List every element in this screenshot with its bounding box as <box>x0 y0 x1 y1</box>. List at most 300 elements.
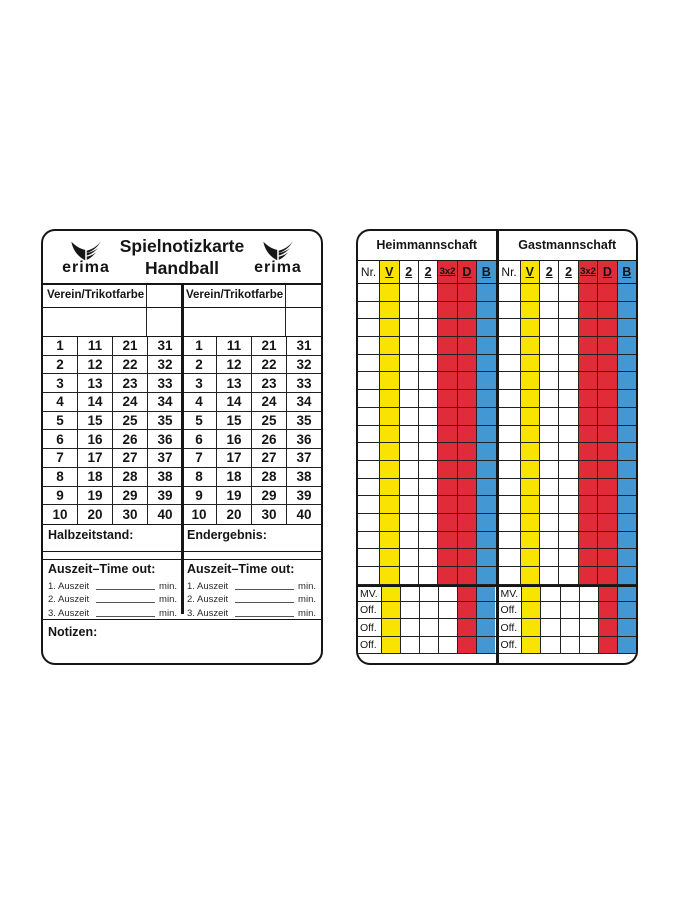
tally-row <box>358 355 496 373</box>
tally-cell <box>541 587 560 601</box>
tally-cell <box>499 549 521 566</box>
tally-cell <box>540 514 559 531</box>
number-row <box>182 487 321 506</box>
player-number-cell: 20 <box>217 505 252 524</box>
tally-cell <box>380 532 399 549</box>
tally-cell <box>598 355 617 372</box>
tally-cell <box>400 443 419 460</box>
timeout-line-label: 2. Auszeit <box>187 594 229 606</box>
tally-cell <box>618 479 636 496</box>
player-number-cell: 4 <box>43 393 78 411</box>
player-number-cell: 38 <box>157 469 173 485</box>
player-number-cell: 39 <box>157 487 173 503</box>
tally-cell <box>540 284 559 301</box>
tally-cell <box>380 302 399 319</box>
tally-row <box>358 408 496 426</box>
tally-cell <box>598 514 617 531</box>
number-grid-left <box>43 337 182 524</box>
timeout-line <box>48 605 180 619</box>
fill-in-line <box>96 602 155 603</box>
player-number-cell: 6 <box>43 430 78 448</box>
card-title <box>120 236 244 280</box>
minutes-label: min. <box>159 608 177 620</box>
tally-cell <box>438 461 457 478</box>
tally-cell <box>579 408 598 425</box>
tally-cell <box>400 496 419 513</box>
tally-row <box>358 319 496 337</box>
tally-cell <box>419 319 438 336</box>
tally-cell <box>559 319 578 336</box>
tally-cell <box>400 355 419 372</box>
player-number-cell: 21 <box>113 337 148 355</box>
tally-cell <box>559 337 578 354</box>
tally-cell <box>419 355 438 372</box>
tally-cell <box>499 372 521 389</box>
tally-cell <box>598 390 617 407</box>
timeout-line-label: 3. Auszeit <box>48 608 90 620</box>
tally-cell <box>419 337 438 354</box>
tally-row <box>358 284 496 302</box>
tally-cell <box>382 602 401 618</box>
player-number-cell: 17 <box>217 449 252 467</box>
tally-cell <box>477 390 495 407</box>
tally-row <box>358 302 496 320</box>
player-number-cell: 8 <box>182 468 217 486</box>
number-row <box>43 449 182 468</box>
tally-cell <box>419 372 438 389</box>
tally-cell <box>458 602 477 618</box>
player-number-cell: 36 <box>296 431 312 447</box>
tally-cell <box>522 619 541 635</box>
player-number-cell: 15 <box>217 412 252 430</box>
fill-in-line <box>235 589 294 590</box>
player-number-cell: 28 <box>252 468 287 486</box>
tally-cell <box>380 496 399 513</box>
tally-row <box>358 337 496 355</box>
tally-cell <box>540 461 559 478</box>
verein-label: Verein/Trikotfarbe <box>43 285 147 307</box>
tally-cell <box>400 372 419 389</box>
tally-cell <box>499 514 521 531</box>
tally-cell <box>618 461 636 478</box>
tally-cell <box>522 587 541 601</box>
officials-row-label: Off. <box>499 602 523 618</box>
tally-cell <box>559 426 578 443</box>
verein-label: Verein/Trikotfarbe <box>182 285 286 307</box>
number-row <box>182 468 321 487</box>
player-number-cell: 20 <box>78 505 113 524</box>
timeout-line-label: 3. Auszeit <box>187 608 229 620</box>
tally-cell <box>401 587 420 601</box>
tally-cell <box>382 619 401 635</box>
tally-cell <box>358 426 380 443</box>
tally-cell <box>598 284 617 301</box>
tally-cell <box>561 602 580 618</box>
tally-cell <box>579 479 598 496</box>
tally-cell <box>499 390 521 407</box>
tally-cell <box>618 426 636 443</box>
tally-cell <box>400 461 419 478</box>
tally-cell <box>358 479 380 496</box>
tally-cell <box>598 337 617 354</box>
player-number-cell: 27 <box>113 449 148 467</box>
fill-in-line <box>96 616 155 617</box>
tally-row <box>358 479 496 497</box>
officials-row <box>499 619 637 636</box>
tally-cell <box>559 284 578 301</box>
tally-cell <box>419 426 438 443</box>
tally-cell <box>499 355 521 372</box>
timeout-line <box>187 578 319 592</box>
tally-cell <box>580 587 599 601</box>
tally-cell <box>458 408 477 425</box>
player-number-cell: 11 <box>78 337 113 355</box>
tally-cell <box>521 302 540 319</box>
notes-section <box>43 620 321 663</box>
player-number-cell: 13 <box>78 374 113 392</box>
verein-entry-left <box>43 308 182 337</box>
officials-row <box>358 602 496 619</box>
tally-cell <box>358 319 380 336</box>
tally-column-header: B <box>618 261 636 284</box>
player-number-cell: 8 <box>43 468 78 486</box>
tally-cell <box>541 637 560 653</box>
player-number-cell: 7 <box>43 449 78 467</box>
tally-cell <box>400 390 419 407</box>
tally-cell <box>358 355 380 372</box>
tally-header-row <box>499 261 637 285</box>
player-number-cell: 17 <box>78 449 113 467</box>
tally-cell <box>499 319 521 336</box>
tally-cell <box>477 602 495 618</box>
tally-cell <box>358 496 380 513</box>
player-number-cell: 1 <box>182 337 217 355</box>
player-number-cell: 24 <box>252 393 287 411</box>
tally-cell <box>458 337 477 354</box>
tally-cell <box>599 602 618 618</box>
player-number-cell: 34 <box>157 394 173 410</box>
tally-cell <box>599 619 618 635</box>
player-number-cell: 6 <box>182 430 217 448</box>
card-title-line2: Handball <box>145 258 219 278</box>
player-number-cell: 5 <box>43 412 78 430</box>
timeout-lines <box>48 578 180 619</box>
tally-cell <box>579 426 598 443</box>
tally-row <box>358 567 496 585</box>
tally-cell <box>618 443 636 460</box>
officials-row-label: Off. <box>358 602 382 618</box>
number-row <box>182 374 321 393</box>
tally-cell <box>580 602 599 618</box>
number-grid-right <box>182 337 321 524</box>
number-row <box>43 412 182 431</box>
tally-cell <box>618 587 636 601</box>
tally-cell <box>477 587 495 601</box>
tally-cell <box>438 319 457 336</box>
tally-cell <box>618 619 636 635</box>
tally-cell <box>458 637 477 653</box>
tally-cell <box>401 637 420 653</box>
number-row <box>43 468 182 487</box>
erima-wings-icon <box>261 241 295 261</box>
guest-team-header: Gastmannschaft <box>499 231 637 261</box>
tally-cell <box>380 337 399 354</box>
timeout-header: Auszeit–Time out: <box>48 561 156 576</box>
player-number-cell: 10 <box>43 505 78 524</box>
tally-row <box>499 302 637 320</box>
tally-cell <box>541 619 560 635</box>
tally-cell <box>579 284 598 301</box>
timeout-line-label: 1. Auszeit <box>187 580 229 592</box>
player-number-cell: 4 <box>182 393 217 411</box>
player-number-cell: 3 <box>182 374 217 392</box>
tally-cell <box>521 337 540 354</box>
tally-cell <box>499 408 521 425</box>
tally-cell <box>522 637 541 653</box>
tally-cell <box>400 426 419 443</box>
tally-cell <box>419 532 438 549</box>
tally-cell <box>380 479 399 496</box>
tally-cell <box>438 567 457 584</box>
tally-column-header: V <box>521 261 540 284</box>
player-number-cell: 33 <box>296 375 312 391</box>
tally-cell <box>420 602 439 618</box>
tally-row <box>499 355 637 373</box>
tally-row <box>358 514 496 532</box>
erima-logo-right <box>247 241 309 276</box>
player-number-cell: 9 <box>43 487 78 505</box>
tally-cell <box>458 372 477 389</box>
tally-row <box>358 372 496 390</box>
tally-cell <box>438 355 457 372</box>
tally-row <box>499 549 637 567</box>
tally-cell <box>598 443 617 460</box>
fill-in-line <box>235 602 294 603</box>
tally-cell <box>419 514 438 531</box>
tally-column-header: D <box>598 261 617 284</box>
number-row <box>182 393 321 412</box>
tally-cell <box>598 479 617 496</box>
player-number-cell: 34 <box>296 394 312 410</box>
tally-cell <box>380 284 399 301</box>
tally-cell <box>358 443 380 460</box>
guest-tally-grid <box>499 261 637 655</box>
tally-cell <box>521 461 540 478</box>
officials-row-label: Off. <box>499 637 523 653</box>
tally-cell <box>618 637 636 653</box>
tally-cell <box>400 408 419 425</box>
player-number-cell: 29 <box>113 487 148 505</box>
tally-column-header: D <box>458 261 477 284</box>
tally-cell <box>400 549 419 566</box>
tally-cell <box>358 532 380 549</box>
tally-cell <box>598 567 617 584</box>
tally-row <box>358 532 496 550</box>
jersey-color-box <box>147 285 182 307</box>
tally-cell <box>419 549 438 566</box>
tally-row <box>358 549 496 567</box>
officials-row-label: MV. <box>358 587 382 601</box>
tally-cell <box>559 567 578 584</box>
tally-cell <box>458 461 477 478</box>
tally-cell <box>458 390 477 407</box>
tally-cell <box>561 619 580 635</box>
tally-row <box>499 426 637 444</box>
tally-header-row <box>358 261 496 285</box>
player-number-cell: 29 <box>252 487 287 505</box>
player-number-cell: 26 <box>113 430 148 448</box>
tally-cell <box>458 302 477 319</box>
tally-cell <box>499 496 521 513</box>
tally-cell <box>380 319 399 336</box>
officials-row <box>358 619 496 636</box>
player-number-cell: 38 <box>296 469 312 485</box>
minutes-label: min. <box>298 608 316 620</box>
halftime-score-label: Halbzeitstand: <box>48 527 134 542</box>
tally-cell <box>419 461 438 478</box>
player-number-cell: 19 <box>78 487 113 505</box>
tally-cell <box>419 408 438 425</box>
number-row <box>43 393 182 412</box>
verein-entry-field <box>43 308 147 337</box>
home-team-header: Heimmannschaft <box>358 231 496 261</box>
tally-cell <box>380 567 399 584</box>
player-number-cell: 40 <box>157 507 173 523</box>
tally-cell <box>579 461 598 478</box>
tally-cell <box>380 372 399 389</box>
tally-cell <box>561 587 580 601</box>
player-number-cell: 26 <box>252 430 287 448</box>
tally-cell <box>358 567 380 584</box>
tally-column-header: 2 <box>419 261 438 284</box>
tally-cell <box>438 337 457 354</box>
tally-cell <box>618 567 636 584</box>
tally-cell <box>438 479 457 496</box>
player-number-cell: 32 <box>296 357 312 373</box>
card-title-line1: Spielnotizkarte <box>119 236 245 257</box>
player-number-cell: 23 <box>113 374 148 392</box>
player-number-cell: 31 <box>157 338 173 354</box>
officials-row-label: Off. <box>358 619 382 635</box>
player-number-cell: 2 <box>43 356 78 374</box>
tally-cell <box>380 514 399 531</box>
player-number-cell: 35 <box>157 413 173 429</box>
tally-cell <box>458 514 477 531</box>
tally-cell <box>458 479 477 496</box>
tally-cell <box>521 514 540 531</box>
timeout-line <box>187 592 319 606</box>
tally-row <box>499 532 637 550</box>
tally-cell <box>579 372 598 389</box>
tally-cell <box>598 532 617 549</box>
tally-cell <box>521 408 540 425</box>
tally-cell <box>559 390 578 407</box>
tally-row <box>499 461 637 479</box>
minutes-label: min. <box>298 580 316 592</box>
tally-cell <box>401 619 420 635</box>
tally-row <box>358 443 496 461</box>
verein-left-half <box>43 285 182 307</box>
number-row <box>43 356 182 375</box>
tally-column-header: Nr. <box>499 261 521 284</box>
tally-cell <box>579 355 598 372</box>
tally-cell <box>521 284 540 301</box>
player-number-cell: 40 <box>296 507 312 523</box>
tally-column-header: Nr. <box>358 261 380 284</box>
timeout-line <box>48 592 180 606</box>
tally-cell <box>380 549 399 566</box>
tally-cell <box>439 619 458 635</box>
tally-cell <box>439 637 458 653</box>
tally-cell <box>540 426 559 443</box>
tally-cell <box>598 461 617 478</box>
number-row <box>182 356 321 375</box>
tally-cell <box>541 602 560 618</box>
tally-cell <box>579 549 598 566</box>
tally-cell <box>458 355 477 372</box>
tally-cell <box>561 637 580 653</box>
tally-cell <box>618 496 636 513</box>
officials-row-label: MV. <box>499 587 523 601</box>
minutes-label: min. <box>159 594 177 606</box>
tally-cell <box>599 587 618 601</box>
number-row <box>182 337 321 356</box>
timeout-right <box>182 560 321 620</box>
officials-row <box>499 585 637 602</box>
tally-cell <box>380 461 399 478</box>
tally-cell <box>458 496 477 513</box>
tally-cell <box>618 532 636 549</box>
tally-cell <box>499 284 521 301</box>
tally-column-header: 2 <box>540 261 559 284</box>
tally-cell <box>458 549 477 566</box>
number-row <box>182 505 321 524</box>
player-number-cell: 24 <box>113 393 148 411</box>
tally-cell <box>358 408 380 425</box>
tally-cell <box>438 372 457 389</box>
card-header <box>43 231 321 285</box>
number-row <box>182 430 321 449</box>
tally-cell <box>559 355 578 372</box>
tally-cell <box>522 602 541 618</box>
tally-cell <box>598 302 617 319</box>
tally-column-header: 3x2 <box>579 261 598 284</box>
tally-cell <box>438 408 457 425</box>
player-number-cell: 32 <box>157 357 173 373</box>
tally-cell <box>477 567 495 584</box>
tally-cell <box>380 408 399 425</box>
tally-cell <box>521 532 540 549</box>
player-number-cell: 21 <box>252 337 287 355</box>
tally-cell <box>580 637 599 653</box>
tally-cell <box>358 337 380 354</box>
tally-column-header: B <box>477 261 495 284</box>
tally-cell <box>420 587 439 601</box>
tally-cell <box>499 426 521 443</box>
fill-in-line <box>235 616 294 617</box>
tally-cell <box>380 355 399 372</box>
officials-row <box>358 585 496 602</box>
tally-cell <box>358 514 380 531</box>
tally-row <box>499 567 637 585</box>
tally-cell <box>400 514 419 531</box>
tally-column-header: 2 <box>559 261 578 284</box>
home-team-half <box>358 231 496 663</box>
tally-cell <box>438 284 457 301</box>
player-number-cell: 28 <box>113 468 148 486</box>
tally-cell <box>458 443 477 460</box>
jersey-color-box <box>147 308 182 337</box>
